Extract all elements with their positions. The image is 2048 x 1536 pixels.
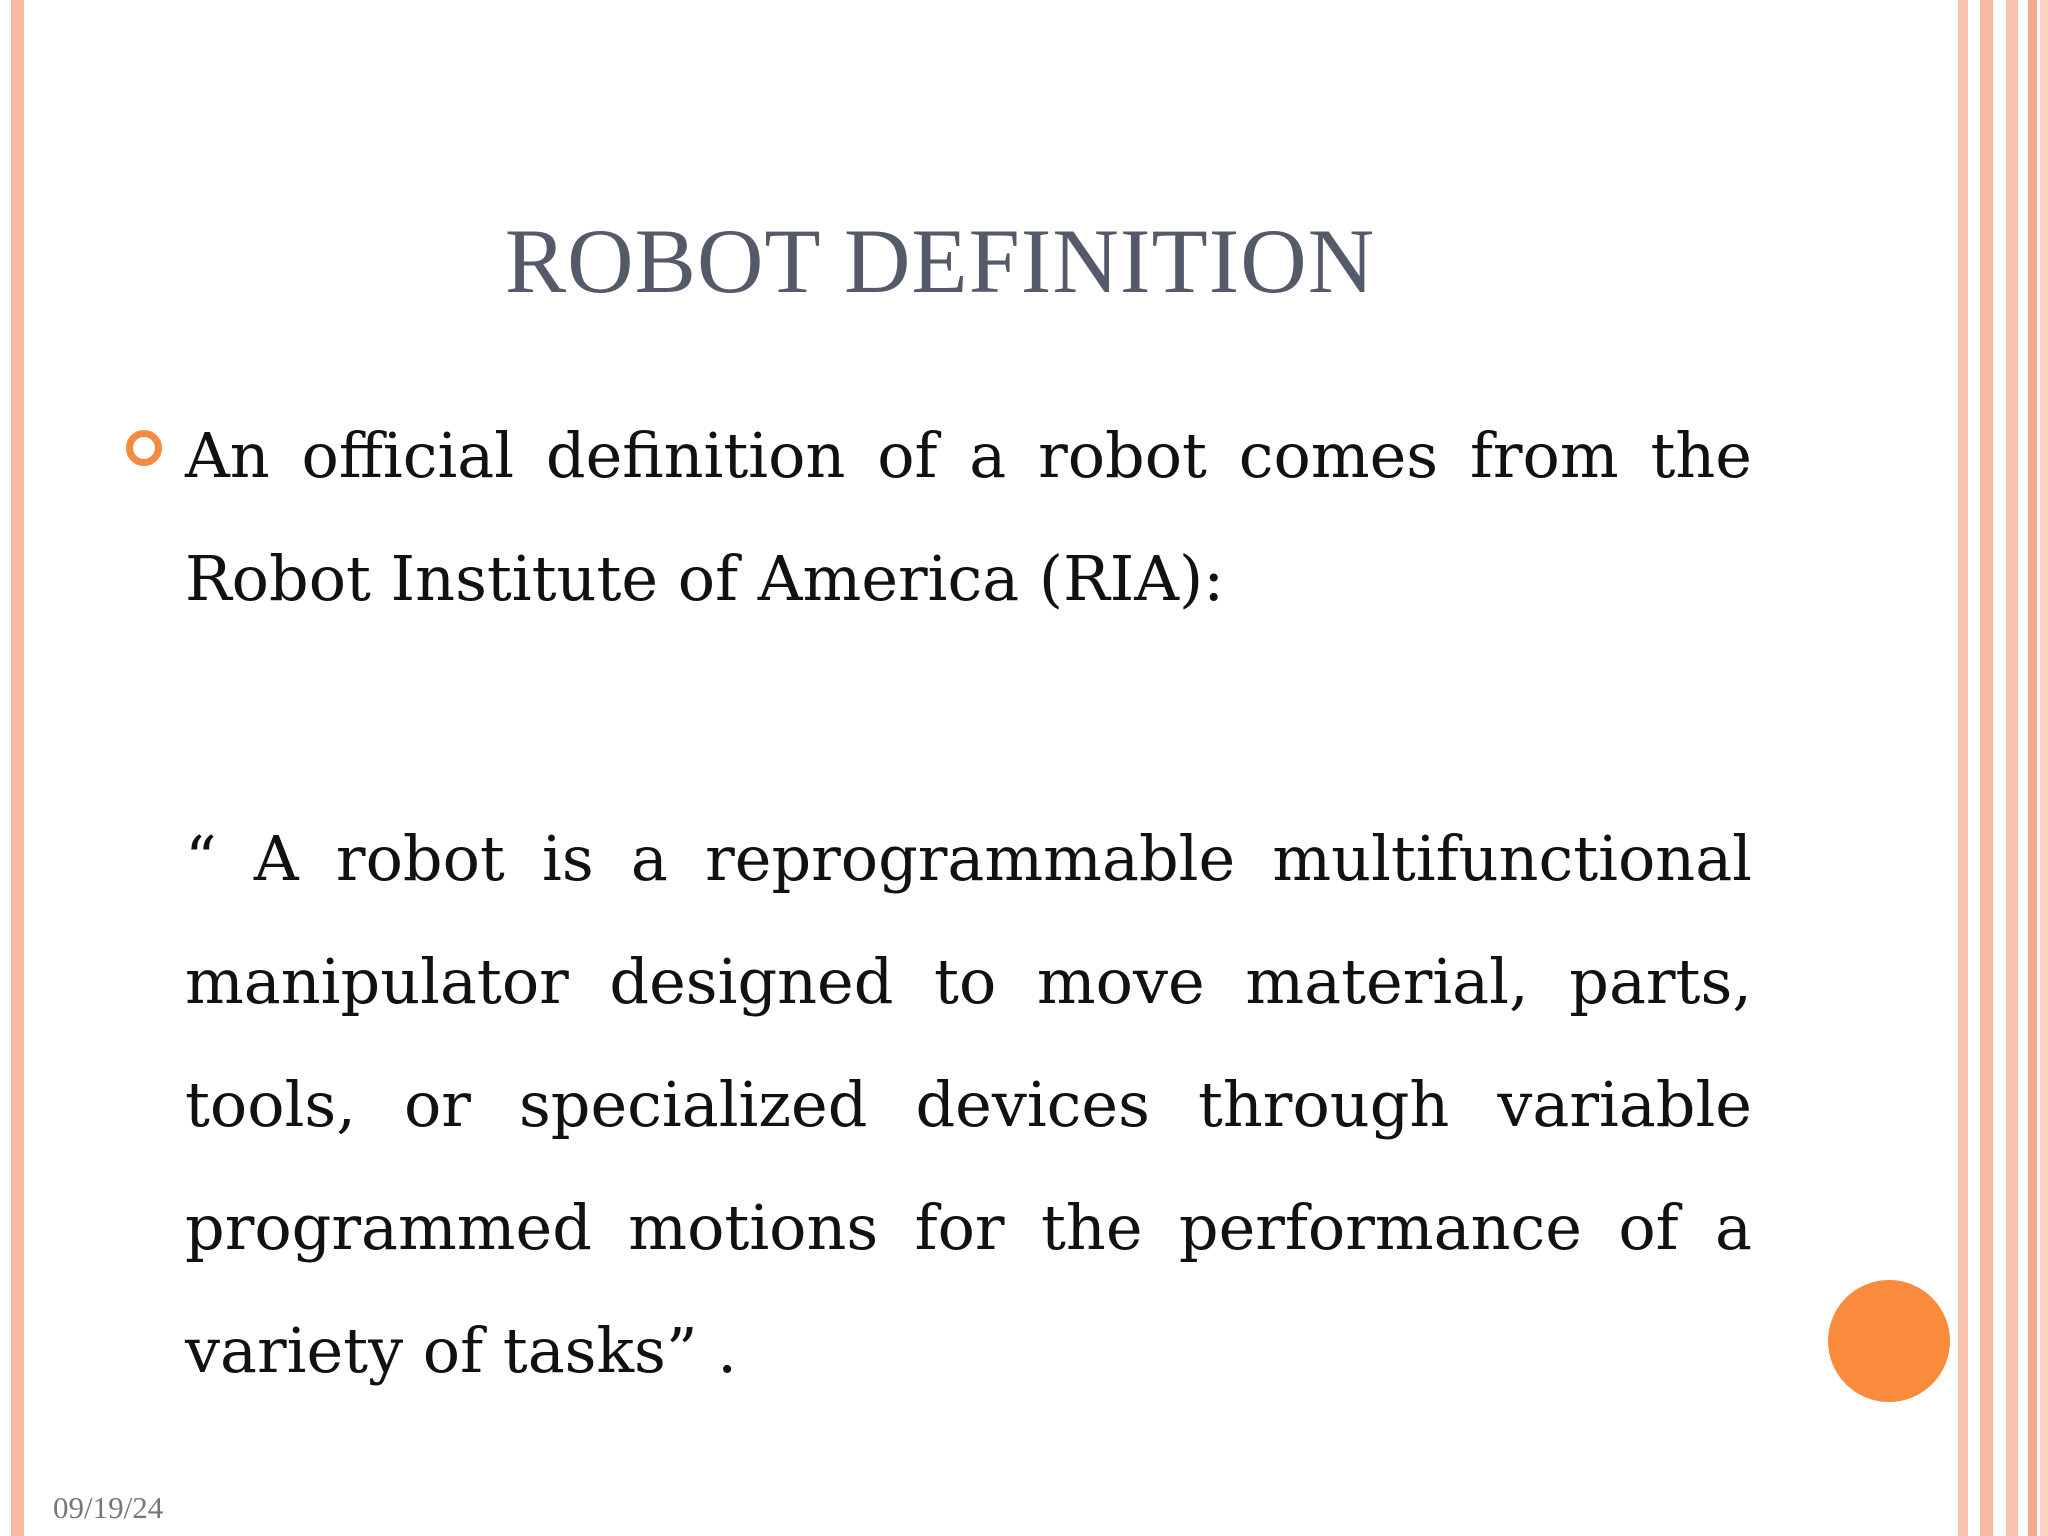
right-border-stripe [1980, 0, 1993, 1536]
bullet-text: An official definition of a robot comes from the Robot Institute of America (RIA): [185, 419, 1752, 615]
footer-date: 09/19/24 [53, 1490, 164, 1525]
hollow-circle-bullet-icon [126, 430, 162, 466]
right-border-stripe [1958, 0, 1968, 1536]
right-border-stripe [2006, 0, 2018, 1536]
right-border-stripe [2028, 0, 2037, 1536]
definition-quote: “ A robot is a reprogrammable multifunctional manipulator designed to move material, parts, tools, or specialized devices through variable programmed motions for the performance of a variety of tasks” . [185, 822, 1752, 1387]
orange-circle-decoration-icon [1828, 1280, 1950, 1402]
right-border-stripe [2040, 0, 2048, 1536]
slide-title: ROBOT DEFINITION [504, 210, 1376, 312]
